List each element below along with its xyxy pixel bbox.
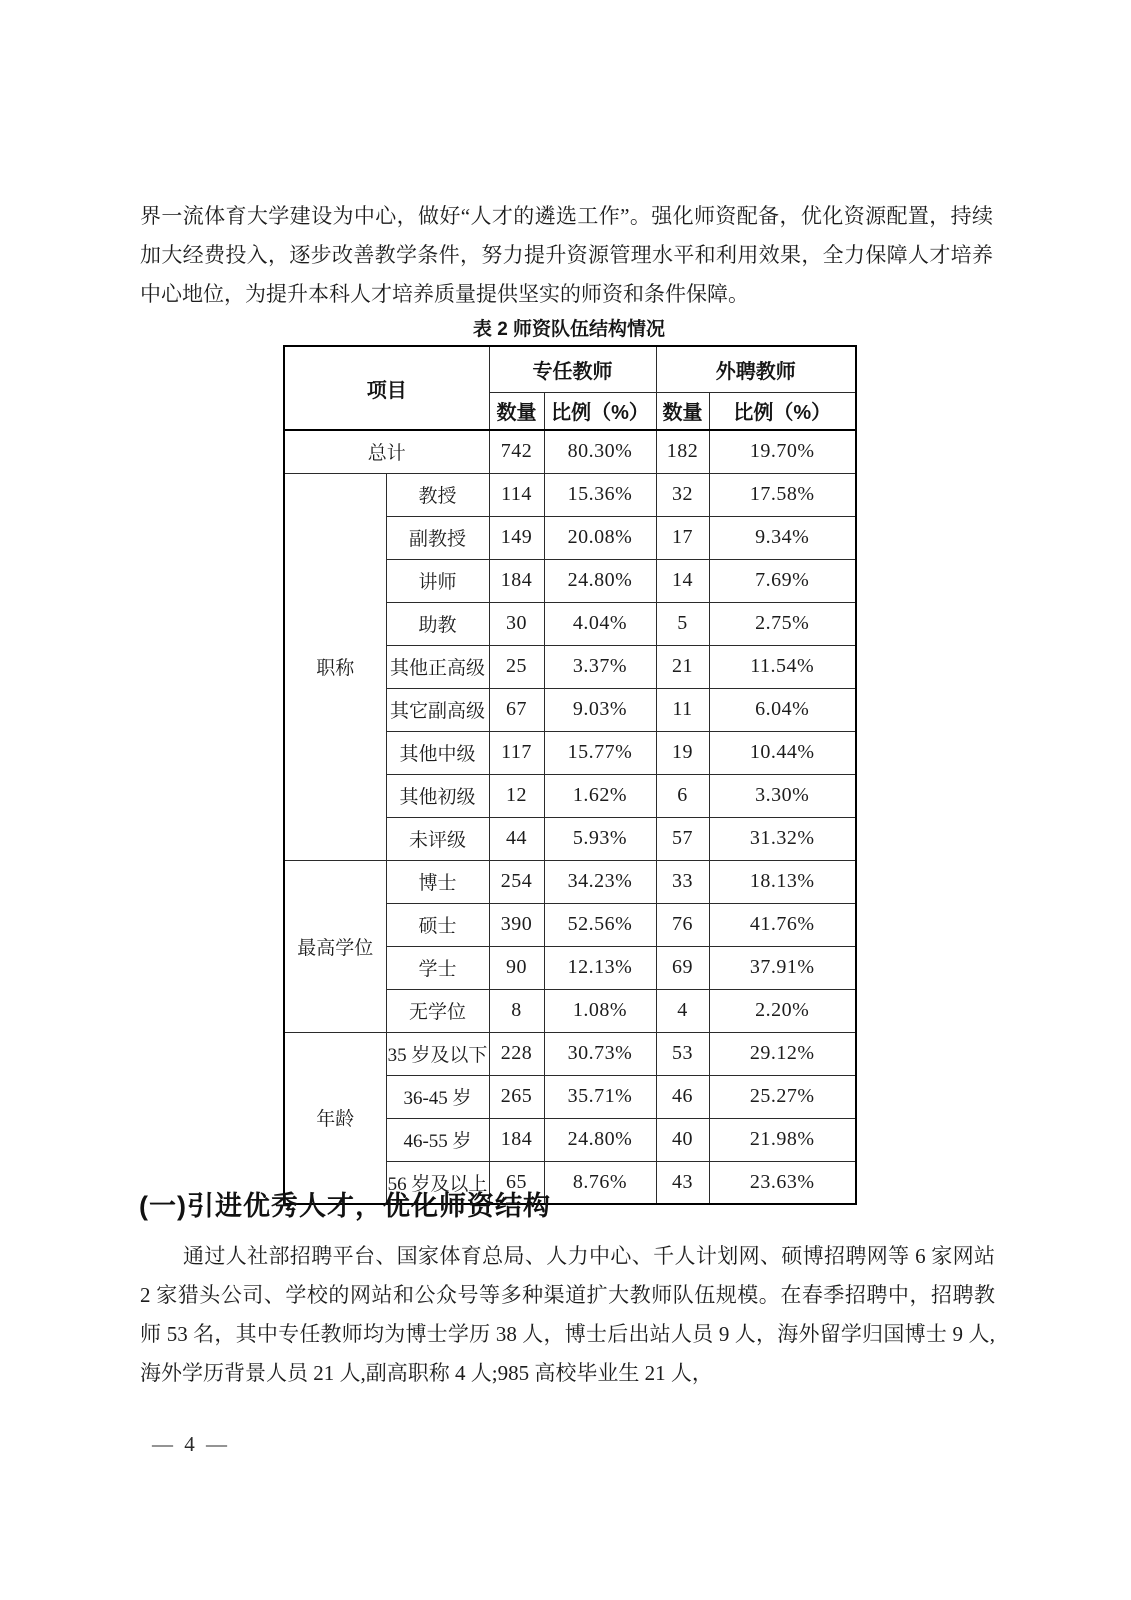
cell-value: 57 — [656, 817, 709, 860]
cell-value: 5 — [656, 602, 709, 645]
cell-value: 390 — [489, 903, 544, 946]
cell-value: 46 — [656, 1075, 709, 1118]
cell-value: 35.71% — [544, 1075, 656, 1118]
table-body — [284, 430, 856, 1204]
cell-value: 69 — [656, 946, 709, 989]
cell-value: 15.36% — [544, 473, 656, 516]
section-paragraph: 通过人社部招聘平台、国家体育总局、人力中心、千人计划网、硕博招聘网等 6 家网站 2 家猎头公司、学校的网站和公众号等多种渠道扩大教师队伍规模。在春季招聘中，招聘教师 53 名，其中专任教师均为博士学历 38 人，博士后出站人员 9 人，海外留学归国博士 9 人,海外学历背景人员 21 人,副高职称 4 人;985 高校毕业生 21 人， — [140, 1244, 995, 1385]
header-cell-ratio-external: 比例（%） — [709, 392, 856, 430]
group-label: 年龄 — [284, 1032, 386, 1204]
cell-value: 17.58% — [709, 473, 856, 516]
cell-value: 9.34% — [709, 516, 856, 559]
cell-value: 25.27% — [709, 1075, 856, 1118]
cell-value: 9.03% — [544, 688, 656, 731]
header-cell-fulltime-teachers: 专任教师 — [489, 346, 656, 392]
cell-value: 24.80% — [544, 1118, 656, 1161]
table-header — [284, 346, 856, 430]
row-label: 其他正高级 — [386, 645, 489, 688]
cell-value: 25 — [489, 645, 544, 688]
table-row — [284, 1032, 856, 1075]
table-title: 表 2 师资队伍结构情况 — [472, 319, 666, 340]
cell-value: 76 — [656, 903, 709, 946]
row-label: 其他中级 — [386, 731, 489, 774]
cell-value: 14 — [656, 559, 709, 602]
row-label: 助教 — [386, 602, 489, 645]
cell-value: 19.70% — [709, 430, 856, 473]
header-cell-item: 项目 — [284, 346, 489, 430]
cell-value: 41.76% — [709, 903, 856, 946]
group-label: 职称 — [284, 473, 386, 860]
row-label: 35 岁及以下 — [386, 1032, 489, 1075]
cell-value: 114 — [489, 473, 544, 516]
cell-value: 8.76% — [544, 1161, 656, 1204]
cell-value: 12 — [489, 774, 544, 817]
row-label: 硕士 — [386, 903, 489, 946]
cell-value: 30.73% — [544, 1032, 656, 1075]
cell-value: 67 — [489, 688, 544, 731]
cell-value: 149 — [489, 516, 544, 559]
cell-value: 182 — [656, 430, 709, 473]
cell-value: 19 — [656, 731, 709, 774]
cell-value: 3.30% — [709, 774, 856, 817]
cell-value: 21 — [656, 645, 709, 688]
row-label: 教授 — [386, 473, 489, 516]
header-cell-count-external: 数量 — [656, 392, 709, 430]
cell-value: 52.56% — [544, 903, 656, 946]
cell-value: 40 — [656, 1118, 709, 1161]
cell-value: 254 — [489, 860, 544, 903]
cell-value: 10.44% — [709, 731, 856, 774]
cell-value: 11.54% — [709, 645, 856, 688]
cell-value: 80.30% — [544, 430, 656, 473]
cell-value: 17 — [656, 516, 709, 559]
cell-value: 6.04% — [709, 688, 856, 731]
cell-value: 12.13% — [544, 946, 656, 989]
cell-value: 31.32% — [709, 817, 856, 860]
cell-value: 90 — [489, 946, 544, 989]
cell-value: 3.37% — [544, 645, 656, 688]
cell-value: 2.20% — [709, 989, 856, 1032]
cell-value: 4.04% — [544, 602, 656, 645]
table-row — [284, 860, 856, 903]
row-label: 无学位 — [386, 989, 489, 1032]
cell-value: 18.13% — [709, 860, 856, 903]
cell-value: 37.91% — [709, 946, 856, 989]
cell-value: 2.75% — [709, 602, 856, 645]
cell-value: 24.80% — [544, 559, 656, 602]
row-label: 副教授 — [386, 516, 489, 559]
cell-value: 20.08% — [544, 516, 656, 559]
row-label: 学士 — [386, 946, 489, 989]
row-label: 46-55 岁 — [386, 1118, 489, 1161]
group-label: 最高学位 — [284, 860, 386, 1032]
cell-value: 33 — [656, 860, 709, 903]
cell-value: 117 — [489, 731, 544, 774]
row-label: 讲师 — [386, 559, 489, 602]
cell-value: 23.63% — [709, 1161, 856, 1204]
cell-value: 265 — [489, 1075, 544, 1118]
cell-value: 32 — [656, 473, 709, 516]
row-label: 其他初级 — [386, 774, 489, 817]
cell-value: 1.08% — [544, 989, 656, 1032]
cell-value: 15.77% — [544, 731, 656, 774]
row-label-total: 总计 — [284, 430, 489, 473]
faculty-structure-table — [283, 345, 857, 1205]
cell-value: 228 — [489, 1032, 544, 1075]
row-label: 36-45 岁 — [386, 1075, 489, 1118]
row-label: 博士 — [386, 860, 489, 903]
header-cell-ratio-fulltime: 比例（%） — [544, 392, 656, 430]
cell-value: 44 — [489, 817, 544, 860]
cell-value: 1.62% — [544, 774, 656, 817]
section-heading: (一)引进优秀人才，优化师资结构 — [139, 1191, 551, 1221]
cell-value: 65 — [489, 1161, 544, 1204]
cell-value: 11 — [656, 688, 709, 731]
top-paragraph: 界一流体育大学建设为中心，做好“人才的遴选工作”。强化师资配备，优化资源配置，持续加大经费投入，逐步改善教学条件，努力提升资源管理水平和利用效果，全力保障人才培养中心地位，为提升本科人才培养质量提供坚实的师资和条件保障。 — [140, 204, 993, 306]
cell-value: 5.93% — [544, 817, 656, 860]
cell-value: 4 — [656, 989, 709, 1032]
cell-value: 742 — [489, 430, 544, 473]
header-row-groups — [284, 346, 856, 392]
cell-value: 30 — [489, 602, 544, 645]
cell-value: 29.12% — [709, 1032, 856, 1075]
cell-value: 184 — [489, 559, 544, 602]
cell-value: 21.98% — [709, 1118, 856, 1161]
page-number: — 4 — — [152, 1432, 230, 1456]
table-row-total — [284, 430, 856, 473]
row-label: 56 岁及以上 — [386, 1161, 489, 1204]
cell-value: 184 — [489, 1118, 544, 1161]
cell-value: 7.69% — [709, 559, 856, 602]
cell-value: 43 — [656, 1161, 709, 1204]
row-label: 其它副高级 — [386, 688, 489, 731]
cell-value: 6 — [656, 774, 709, 817]
cell-value: 34.23% — [544, 860, 656, 903]
header-cell-count-fulltime: 数量 — [489, 392, 544, 430]
table-row — [284, 473, 856, 516]
cell-value: 53 — [656, 1032, 709, 1075]
row-label: 未评级 — [386, 817, 489, 860]
cell-value: 8 — [489, 989, 544, 1032]
header-cell-external-teachers: 外聘教师 — [656, 346, 856, 392]
